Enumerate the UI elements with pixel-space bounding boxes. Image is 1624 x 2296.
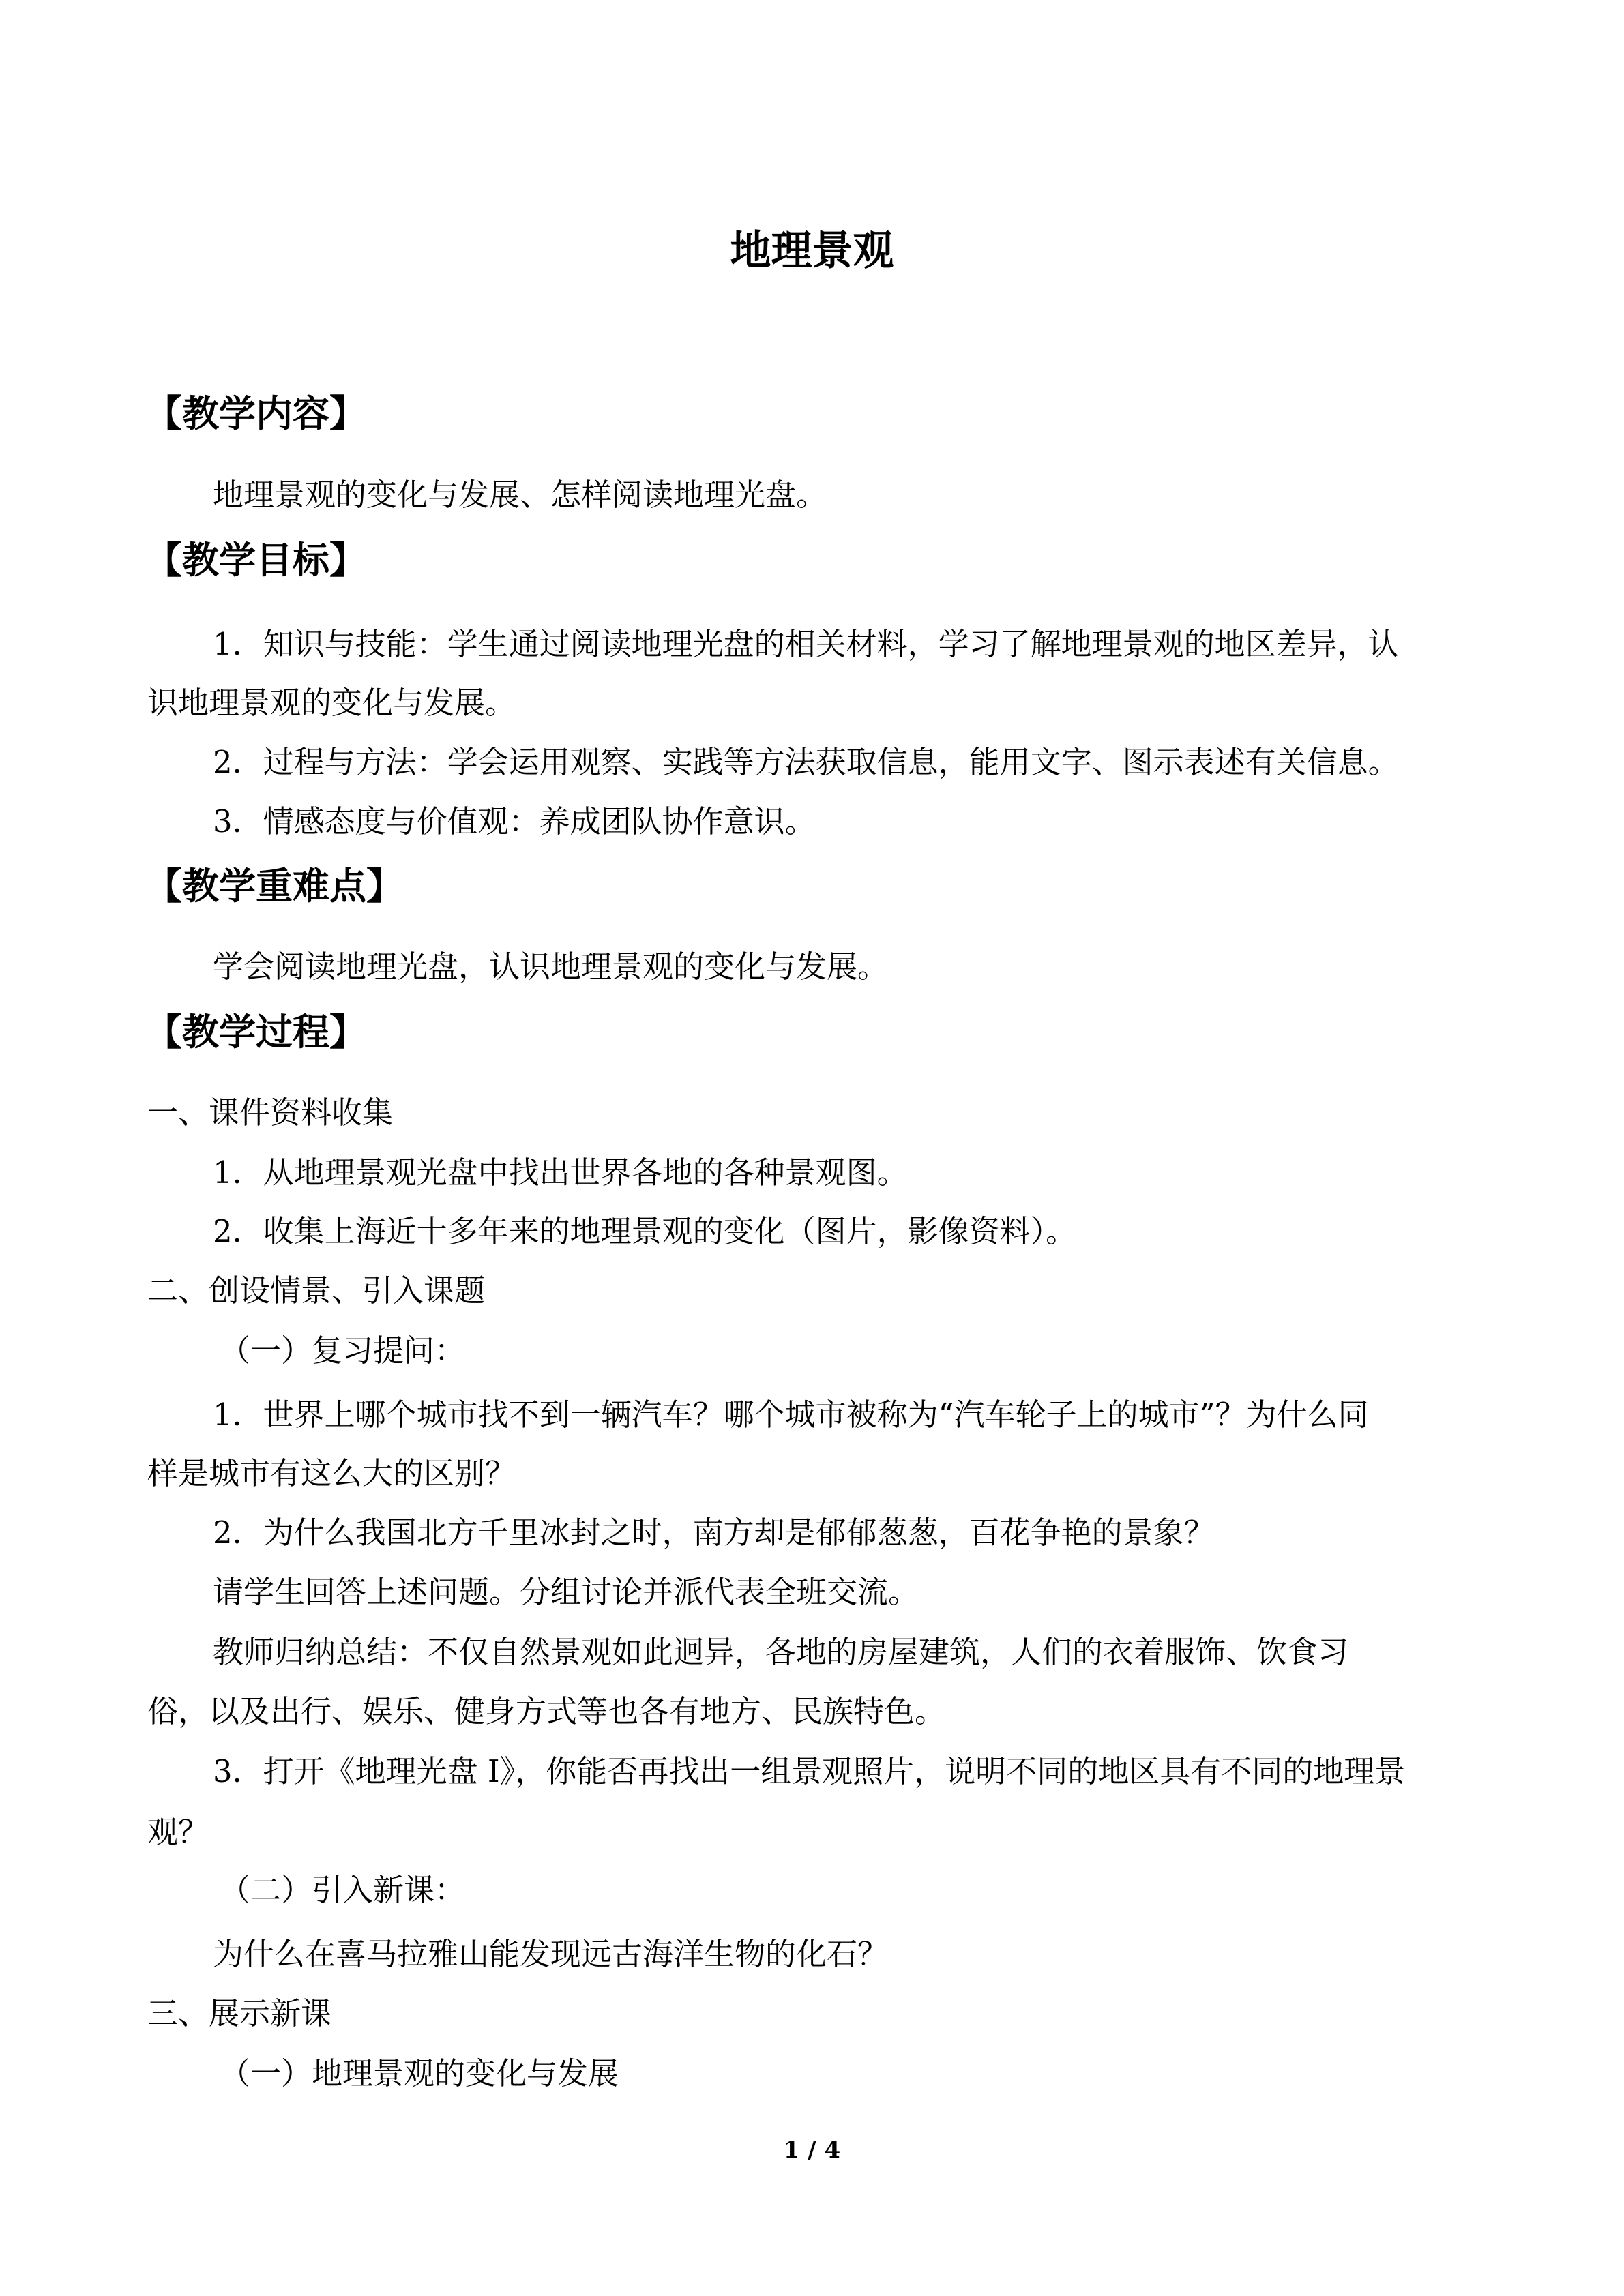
process-line: 样是城市有这么大的区别？: [147, 1455, 516, 1491]
page-number: 1 / 4: [783, 2136, 841, 2164]
process-line: 二、创设情景、引入课题: [147, 1272, 486, 1309]
goal-line: 2．过程与方法：学会运用观察、实践等方法获取信息，能用文字、图示表述有关信息。: [213, 744, 1399, 780]
process-line: （一）地理景观的变化与发展: [220, 2055, 619, 2091]
document-title: 地理景观: [730, 227, 894, 275]
section-heading-goals: 【教学目标】: [145, 539, 366, 582]
process-line: 2．为什么我国北方千里冰封之时，南方却是郁郁葱葱，百花争艳的景象？: [213, 1515, 1215, 1551]
goal-line: 3．情感态度与价值观：养成团队协作意识。: [213, 803, 816, 839]
process-line: （一）复习提问：: [220, 1332, 466, 1369]
section-heading-process: 【教学过程】: [145, 1011, 366, 1054]
process-line: 俗，以及出行、娱乐、健身方式等也各有地方、民族特色。: [147, 1693, 946, 1729]
goal-line: 识地理景观的变化与发展。: [147, 685, 516, 721]
process-line: 3．打开《地理光盘 I》，你能否再找出一组景观照片，说明不同的地区具有不同的地理景: [213, 1753, 1406, 1789]
section-heading-key-points: 【教学重难点】: [145, 865, 403, 908]
process-line: 1．从地理景观光盘中找出世界各地的各种景观图。: [213, 1154, 908, 1191]
process-line: 一、课件资料收集: [147, 1094, 394, 1131]
key-point-line: 学会阅读地理光盘，认识地理景观的变化与发展。: [213, 949, 889, 985]
process-line: 2．收集上海近十多年来的地理景观的变化（图片，影像资料）。: [213, 1213, 1077, 1249]
goal-line: 1．知识与技能：学生通过阅读地理光盘的相关材料，学习了解地理景观的地区差异，认: [213, 626, 1399, 662]
process-line: 三、展示新课: [147, 1995, 332, 2031]
process-line: （二）引入新课：: [220, 1872, 466, 1908]
process-line: 教师归纳总结：不仅自然景观如此迥异，各地的房屋建筑，人们的衣着服饰、饮食习: [213, 1634, 1349, 1670]
process-line: 观？: [147, 1814, 209, 1850]
process-line: 请学生回答上述问题。分组讨论并派代表全班交流。: [213, 1574, 919, 1610]
process-line: 1．世界上哪个城市找不到一辆汽车？哪个城市被称为“汽车轮子上的城市”？为什么同: [213, 1397, 1369, 1433]
content-line: 地理景观的变化与发展、怎样阅读地理光盘。: [213, 477, 827, 513]
process-line: 为什么在喜马拉雅山能发现远古海洋生物的化石？: [213, 1936, 889, 1972]
section-heading-content: 【教学内容】: [145, 392, 366, 435]
